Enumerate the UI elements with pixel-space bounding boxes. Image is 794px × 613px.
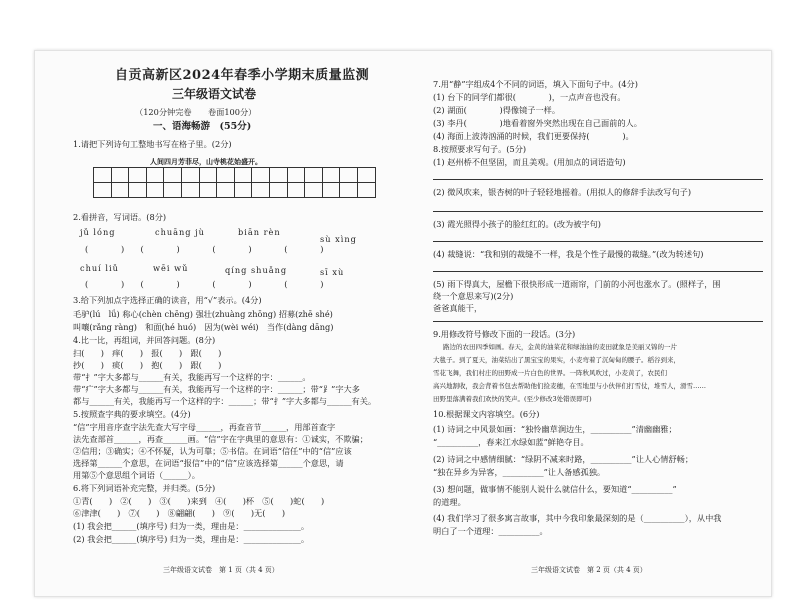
q10-line-6: 的道理。 xyxy=(433,497,466,507)
answer-line-2[interactable] xyxy=(433,211,763,212)
q8-line-6: 爸爸真能干， xyxy=(433,303,483,313)
q10-line-7: (4) 我们学习了很多寓言故事，其中今我印象最深刻的是（__________），从中我 xyxy=(433,513,722,523)
page-footer-1: 三年级语文试卷 第 1 页（共 4 页） xyxy=(163,566,279,574)
page-footer-2: 三年级语文试卷 第 2 页（共 4 页） xyxy=(531,566,647,574)
q8-line-1: (1) 赵州桥不但坚固，而且美观。(用加点的词语造句) xyxy=(433,157,626,167)
q2-pinyin-6: wēi wǔ xyxy=(153,263,189,273)
section-1-heading: 一、语海畅游 (55分) xyxy=(153,121,252,132)
q5-line-3: ②信用；③确实；④不怀疑，认为可靠；⑤书信。在词语“信任”中的“信”应该 xyxy=(73,446,352,456)
q5-line-4: 选择第______个意思，在词语“报信”中的“信”应该选择第______个意思，请 xyxy=(73,458,344,468)
q2-brackets-1[interactable]: ( ) ( ) ( ) ( ) xyxy=(85,244,324,254)
q5-line-2: 法先查部首______，再查______画。“信”字在字典里的意思有：①诚实，不欺骗； xyxy=(73,434,368,444)
q6-line-1: (1) 我会把______(填序号) 归为一类，理由是：______________。 xyxy=(73,521,310,531)
answer-line-3[interactable] xyxy=(433,241,763,242)
q8-line-2: (2) 微风吹来，银杏树的叶子轻轻地摇着。(用拟人的修辞手法改写句子) xyxy=(433,187,692,197)
q8-line-5b: 绕一个意思来写)(2分) xyxy=(433,291,514,301)
q10-line-1: (1) 诗词之中风景如画：“独怜幽草涧边生，__________”清幽幽雅； xyxy=(433,424,677,434)
q7-prompt: 7.用“静”字组成4个不同的词语，填入下面句子中。(4分) xyxy=(433,79,638,89)
q10-line-8: 明白了一个道理：__________。 xyxy=(433,526,548,536)
q8-line-3: (3) 霞光照得小孩子的脸红红的。(改为被字句) xyxy=(433,219,601,229)
q2-pinyin-7: qíng shuǎng xyxy=(225,265,288,275)
q2-pinyin-3: biān rèn xyxy=(238,227,281,237)
q2-pinyin-2: chuāng jù xyxy=(155,227,205,237)
q3-line-1: 毛驴(lú lǘ) 称心(chèn chēng) 强壮(zhuàng zhōng) 招募(zhē shé) xyxy=(73,309,333,319)
q10-line-3: (2) 诗词之中感情细腻：“绿阴不减来时路，__________”让人心情舒畅； xyxy=(433,454,694,464)
q4-row-1: 扫( ) 痒( ) 报( ) 跟( ) xyxy=(73,348,222,358)
q2-brackets-2[interactable]: ( ) ( ) ( ) ( ) xyxy=(85,279,324,289)
exam-subtitle: 三年级语文试卷 xyxy=(172,87,257,101)
q3-prompt: 3.给下列加点字选择正确的读音，用“√”表示。(4分) xyxy=(73,295,262,305)
q2-pinyin-1: jǔ lóng xyxy=(80,227,116,237)
q7-line-3: (3) 李丹( )地看着窗外突然出现在自己面前的人。 xyxy=(433,118,642,128)
answer-line-4[interactable] xyxy=(433,271,763,272)
q10-line-2: “__________，春来江水绿如蓝”鲜艳夺目。 xyxy=(433,437,589,447)
q9-passage-5: 田野里落满着我们欢快的笑声。(至少修改3处错误即可) xyxy=(433,395,592,403)
q7-line-4: (4) 海面上波涛汹涌的时候，我们更要保持( )。 xyxy=(433,131,634,141)
answer-line-1[interactable] xyxy=(433,179,763,180)
q7-line-2: (2) 湖面( )得像镜子一样。 xyxy=(433,105,561,115)
q5-line-5: 用第⑤个意思组个词语（______）。 xyxy=(73,470,200,480)
q9-prompt: 9.用修改符号修改下面的一段话。(3分) xyxy=(433,329,576,339)
q1-prompt: 1.请把下列诗句工整地书写在格子里。(2分) xyxy=(73,139,232,149)
q8-line-5: (5) 雨下得真大，屋檐下很快形成一道雨帘，门前的小河也涨水了。(照样子，围 xyxy=(433,279,721,289)
q2-prompt: 2.看拼音，写词语。(8分) xyxy=(73,212,167,222)
q2-pinyin-8: sī xù xyxy=(320,267,345,277)
q8-line-4: (4) 裁缝说：“我和别的裁缝不一样，我是个性子最慢的裁缝。”(改为转述句) xyxy=(433,249,704,259)
q1-poem: 人间四月芳菲尽，山寺桃花始盛开。 xyxy=(150,157,262,166)
q6-row-1: ①青( ) ②( ) ③( )来到 ④( )杯 ⑤( )蛇( ) xyxy=(73,496,325,506)
writing-grid[interactable] xyxy=(93,167,376,198)
exam-info: （120分钟完卷 卷面100分） xyxy=(135,107,257,117)
q9-passage-1: 路边的农田四季如画。春天，金黄的油菜花和绿油油的麦田就象是美丽又锦的一片 xyxy=(443,343,677,351)
q4-prompt: 4.比一比，再组词，并回答问题。(8分) xyxy=(73,335,216,345)
q5-line-1: “信”字用音序查字法先查大写字母______，再查音节______，用部首查字 xyxy=(73,422,336,432)
exam-paper xyxy=(34,50,772,597)
q9-passage-4: 高兴地割收，我会背着书包去帮助他们捡麦穗，在雪地里与小伙伴们打雪仗，堆雪人，滑雪…… xyxy=(433,382,706,390)
q6-row-2: ⑥津津( ) ⑦( ) ⑧翩翩( ) ⑨( )无( ) xyxy=(73,508,286,518)
q10-line-5: (3) 想问题，做事情不能别人说什么就信什么，要知道“__________” xyxy=(433,484,677,494)
q10-prompt: 10.根据课文内容填空。(6分) xyxy=(433,409,540,419)
exam-title: 自贡高新区2024年春季小学期末质量监测 xyxy=(115,68,370,83)
q10-line-4: “独在异乡为异客，__________”让人备感孤独。 xyxy=(433,467,606,477)
q5-prompt: 5.按照查字典的要求填空。(4分) xyxy=(73,409,191,419)
q3-line-2: 叫嚷(rǎng ràng) 和面(hé huó) 因为(wèi wéi) 当作(dàng dāng) xyxy=(73,322,334,332)
q6-prompt: 6.将下列词语补充完整，并归类。(5分) xyxy=(73,483,216,493)
q8-prompt: 8.按照要求写句子。(5分) xyxy=(433,144,527,154)
answer-line-5[interactable] xyxy=(433,321,763,322)
q6-line-2: (2) 我会把______(填序号) 归为一类，理由是：______________。 xyxy=(73,534,310,544)
q2-pinyin-4: sù xìng xyxy=(320,234,357,244)
q9-passage-3: 雪花飞舞，我们村庄的田野成一片白色的世界。一阵秋风吹过，小麦黄了，农民们 xyxy=(433,369,667,377)
q2-pinyin-5: chuí liǔ xyxy=(80,263,119,273)
q4-row-2: 抄( ) 痰( ) 抱( ) 跟( ) xyxy=(73,360,222,370)
q4-line-1: 带“扌”字大多都与______有关，我能再写一个这样的字：______。 xyxy=(73,372,311,382)
q4-line-3: 都与______有关，我能再写一个这样的字：______；带“扌”字大多都与______有关。 xyxy=(73,396,377,406)
q4-line-2: 带“疒”字大多都与______有关，我能再写一个这样的字：______；带“⻊”字大多 xyxy=(73,384,360,394)
q7-line-1: (1) 台下的同学们都很( )，一点声音也没有。 xyxy=(433,92,626,102)
q9-passage-2: 大毯子。到了夏天，油菜结出了黑宝宝的果实，小麦弯着了沉甸甸的腰子。稻谷到来， xyxy=(433,356,680,364)
